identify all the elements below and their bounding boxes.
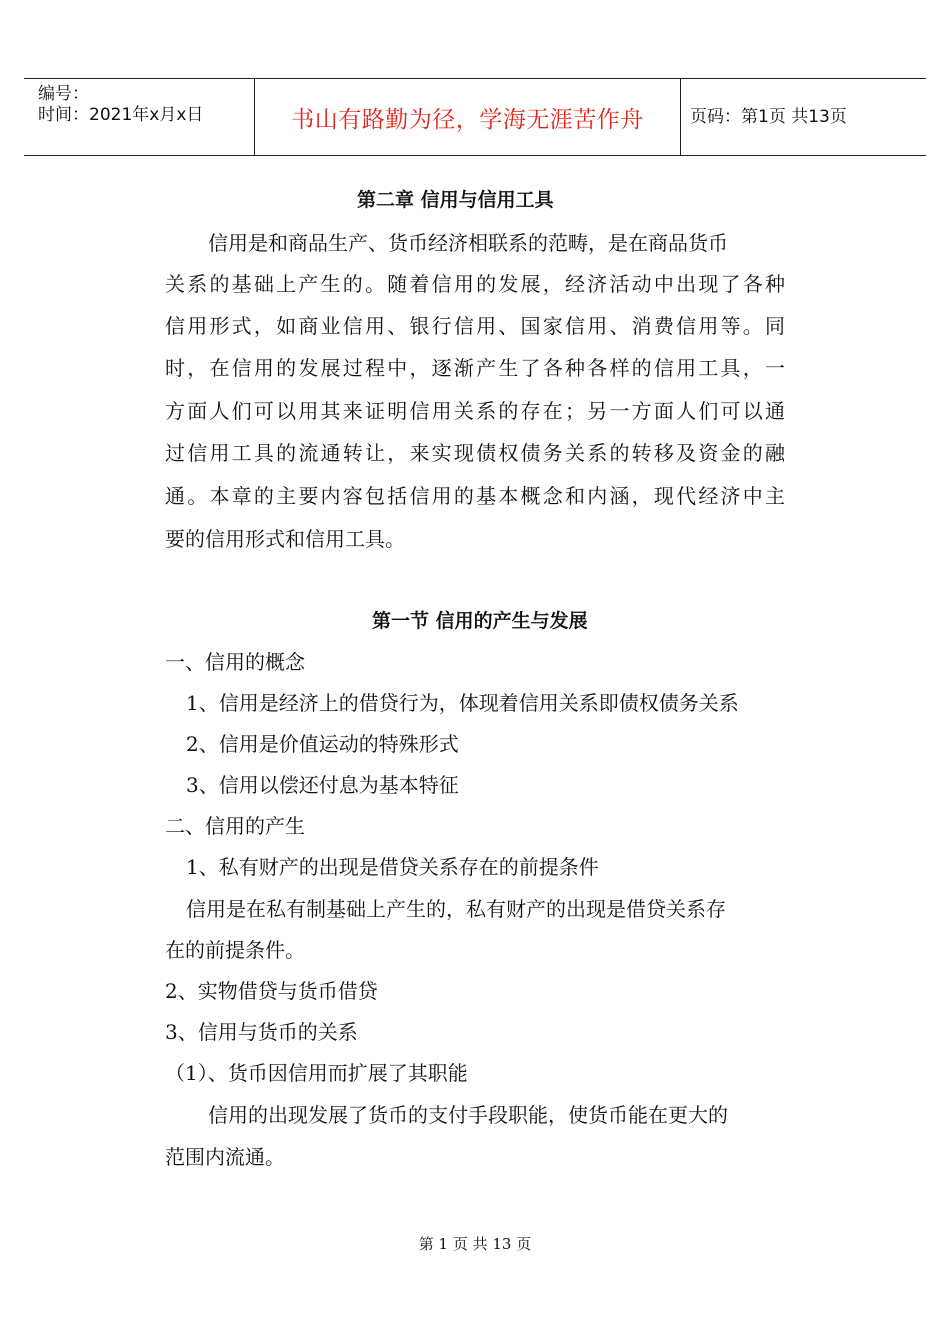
header-motto-cell: [254, 79, 681, 155]
section-title: 第一节 信用的产生与发展: [372, 610, 588, 632]
page-footer: 第 1 页 共 13 页: [418, 1235, 532, 1253]
motto: 书山有路勤为径，学海无涯苦作舟: [291, 106, 644, 133]
outline-item: 2、信用是价值运动的特殊形式: [186, 732, 459, 756]
outline-heading: 一、信用的概念: [165, 650, 305, 674]
serial-label: 编号：: [38, 84, 89, 104]
outline-paragraph-line: 在的前提条件。: [165, 938, 305, 962]
header-page-cell: [680, 79, 926, 155]
page-info: 页码：第1页 共13页: [690, 107, 847, 127]
outline-item: 3、信用与货币的关系: [165, 1020, 358, 1044]
intro-line: 通。本章的主要内容包括信用的基本概念和内涵，现代经济中主: [165, 484, 785, 508]
outline-paragraph-line: 信用是在私有制基础上产生的，私有财产的出现是借贷关系存: [186, 897, 726, 921]
chapter-title: 第二章 信用与信用工具: [357, 189, 554, 211]
intro-line: 方面人们可以用其来证明信用关系的存在；另一方面人们可以通: [165, 399, 785, 423]
outline-paragraph-line: 信用的出现发展了货币的支付手段职能，使货币能在更大的: [208, 1103, 728, 1127]
intro-line: 要的信用形式和信用工具。: [165, 527, 405, 551]
outline-item: 3、信用以偿还付息为基本特征: [186, 773, 459, 797]
document-header: [24, 78, 926, 156]
outline-paragraph-line: 范围内流通。: [165, 1145, 285, 1169]
outline-heading: 二、信用的产生: [165, 814, 305, 838]
outline-item: 1、信用是经济上的借贷行为，体现着信用关系即债权债务关系: [186, 691, 739, 715]
intro-line: 过信用工具的流通转让，来实现债权债务关系的转移及资金的融: [165, 441, 785, 465]
time-label: 时间：2021年x月x日: [38, 105, 204, 125]
outline-item: （1）、货币因信用而扩展了其职能: [165, 1061, 468, 1085]
header-left-cell: [24, 79, 254, 155]
intro-line: 关系的基础上产生的。随着信用的发展，经济活动中出现了各种: [165, 272, 785, 296]
intro-line: 信用形式，如商业信用、银行信用、国家信用、消费信用等。同: [165, 314, 785, 338]
intro-line: 时，在信用的发展过程中，逐渐产生了各种各样的信用工具，一: [165, 356, 785, 380]
outline-item: 2、实物借贷与货币借贷: [165, 979, 378, 1003]
outline-item: 1、私有财产的出现是借贷关系存在的前提条件: [186, 855, 599, 879]
intro-line: 信用是和商品生产、货币经济相联系的范畴，是在商品货币: [208, 231, 728, 255]
